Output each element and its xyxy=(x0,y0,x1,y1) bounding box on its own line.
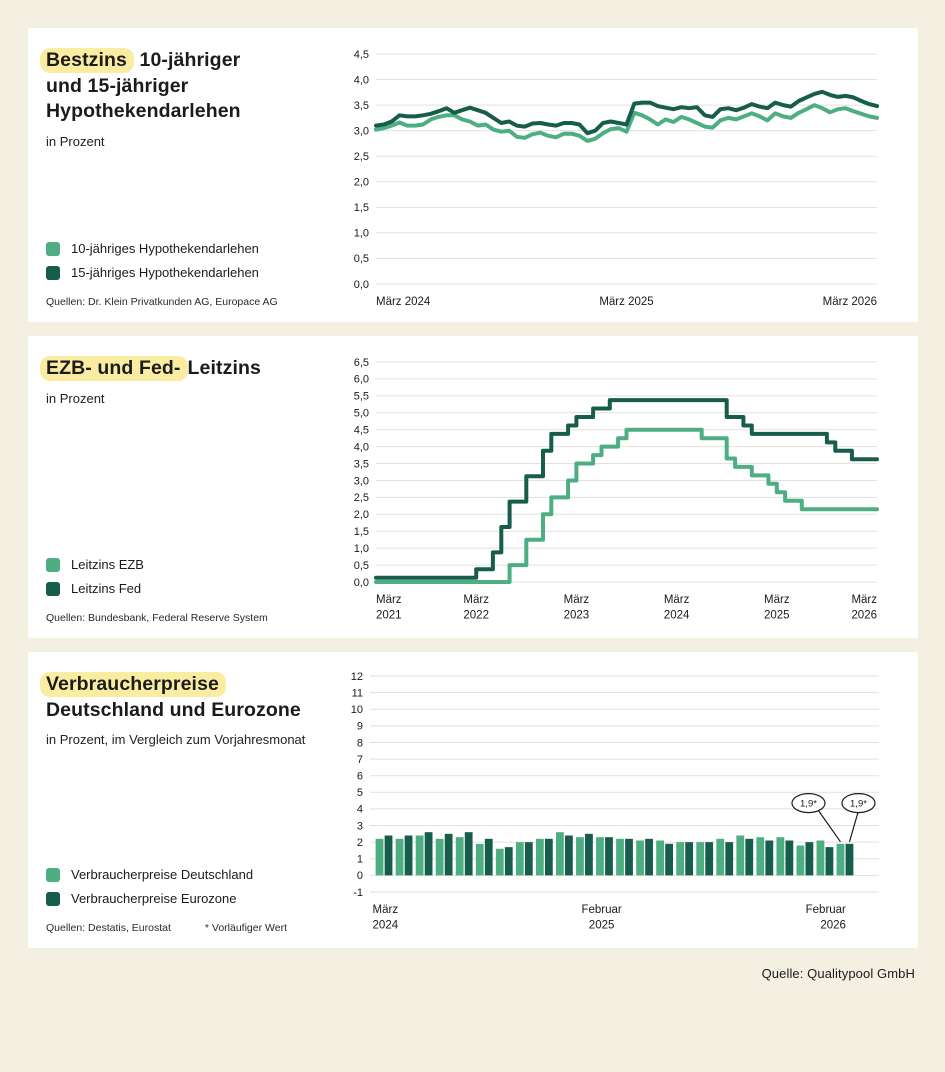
source-text: Quellen: Dr. Klein Privatkunden AG, Europace AG xyxy=(46,296,278,308)
legend-item xyxy=(46,891,340,906)
sources xyxy=(46,296,340,308)
legend xyxy=(46,557,340,600)
panel-verbraucherpreise-chart-area xyxy=(340,652,918,948)
svg-text:0: 0 xyxy=(356,870,363,883)
svg-text:4,0: 4,0 xyxy=(353,74,369,87)
svg-text:1,5: 1,5 xyxy=(353,202,369,215)
legend-label: Leitzins Fed xyxy=(71,581,142,596)
page-title-bestzins xyxy=(46,48,340,125)
svg-text:1,9*: 1,9* xyxy=(850,798,867,810)
svg-text:März 2025: März 2025 xyxy=(599,296,654,308)
svg-text:1,0: 1,0 xyxy=(353,227,369,240)
svg-text:1,9*: 1,9* xyxy=(800,798,817,810)
leitzins-step-chart xyxy=(340,346,885,638)
svg-text:12: 12 xyxy=(350,670,363,683)
svg-text:März: März xyxy=(563,594,590,606)
title-rest: Leitzins xyxy=(187,357,261,379)
svg-text:6: 6 xyxy=(356,770,363,783)
legend-item xyxy=(46,557,340,572)
svg-text:2022: 2022 xyxy=(463,609,489,622)
svg-text:2: 2 xyxy=(356,836,363,849)
legend-swatch-light-green xyxy=(46,558,60,572)
title-line2: und 15-jähriger xyxy=(46,74,189,97)
svg-text:4,5: 4,5 xyxy=(353,424,369,437)
svg-text:2023: 2023 xyxy=(563,609,590,622)
legend-swatch-dark-green xyxy=(46,892,60,906)
svg-text:2025: 2025 xyxy=(588,919,615,932)
legend-swatch-dark-green xyxy=(46,266,60,280)
legend xyxy=(46,867,340,910)
svg-text:2,0: 2,0 xyxy=(353,509,369,522)
svg-text:März: März xyxy=(663,594,690,606)
panel-leitzins-chart-area xyxy=(340,336,918,638)
svg-text:1,0: 1,0 xyxy=(353,542,369,555)
title-highlight: Bestzins xyxy=(40,48,134,73)
title-highlight: Verbraucherpreise xyxy=(40,672,226,697)
svg-text:3,0: 3,0 xyxy=(353,475,369,488)
svg-text:2025: 2025 xyxy=(764,609,790,622)
svg-text:6,5: 6,5 xyxy=(353,356,369,369)
svg-text:4,0: 4,0 xyxy=(353,441,369,454)
bestzins-line-chart xyxy=(340,38,885,322)
panel-verbraucherpreise-info xyxy=(28,652,340,948)
svg-text:März: März xyxy=(376,594,402,606)
footer-source: Quelle: Qualitypool GmbH xyxy=(761,966,915,981)
svg-text:Februar: Februar xyxy=(805,904,846,916)
subtitle: in Prozent, im Vergleich zum Vorjahresmonat xyxy=(46,732,306,748)
svg-text:10: 10 xyxy=(350,704,363,717)
title-line3: Hypothekendarlehen xyxy=(46,100,241,123)
panel-bestzins-chart-area xyxy=(340,28,918,322)
svg-text:5,0: 5,0 xyxy=(353,407,369,420)
svg-text:5,5: 5,5 xyxy=(353,390,369,403)
svg-text:März: März xyxy=(372,904,399,916)
legend-item xyxy=(46,581,340,596)
panel-bestzins-info xyxy=(28,28,340,322)
legend-swatch-light-green xyxy=(46,242,60,256)
source-text: Quellen: Destatis, Eurostat xyxy=(46,922,171,934)
sources xyxy=(46,922,340,934)
svg-text:2,5: 2,5 xyxy=(353,151,369,164)
svg-text:7: 7 xyxy=(356,753,363,766)
svg-text:-1: -1 xyxy=(353,886,363,899)
panel-leitzins xyxy=(28,336,918,638)
legend-item xyxy=(46,265,340,280)
legend xyxy=(46,241,340,284)
legend-label: Verbraucherpreise Eurozone xyxy=(71,891,237,906)
svg-text:1,5: 1,5 xyxy=(353,526,369,539)
svg-text:0,0: 0,0 xyxy=(353,576,369,589)
svg-text:4: 4 xyxy=(356,803,363,816)
svg-text:2,0: 2,0 xyxy=(353,176,369,189)
subtitle: in Prozent xyxy=(46,134,105,150)
source-note: * Vorläufiger Wert xyxy=(204,922,287,934)
svg-text:2026: 2026 xyxy=(820,919,846,932)
legend-swatch-dark-green xyxy=(46,582,60,596)
subtitle: in Prozent xyxy=(46,390,105,406)
title-highlight: EZB- und Fed- xyxy=(40,356,188,381)
svg-text:4,5: 4,5 xyxy=(353,48,369,61)
svg-text:3,0: 3,0 xyxy=(353,125,369,138)
title-rest: 10-jähriger xyxy=(134,49,241,71)
title-line2: Deutschland und Eurozone xyxy=(46,698,301,721)
svg-text:6,0: 6,0 xyxy=(353,373,369,386)
legend-label: 15-jähriges Hypothekendarlehen xyxy=(71,265,259,280)
legend-label: Verbraucherpreise Deutschland xyxy=(71,867,254,882)
svg-text:11: 11 xyxy=(351,687,363,700)
source-text: Quellen: Bundesbank, Federal Reserve System xyxy=(46,612,268,624)
verbraucherpreise-bar-chart xyxy=(340,662,885,948)
svg-text:März 2026: März 2026 xyxy=(822,296,877,308)
legend-label: 10-jähriges Hypothekendarlehen xyxy=(71,241,259,256)
panel-bestzins xyxy=(28,28,918,322)
svg-text:9: 9 xyxy=(356,720,363,733)
sources xyxy=(46,612,340,624)
legend-swatch-light-green xyxy=(46,868,60,882)
svg-text:0,5: 0,5 xyxy=(353,559,369,572)
svg-text:0,5: 0,5 xyxy=(353,253,369,266)
svg-text:5: 5 xyxy=(356,787,363,800)
legend-item xyxy=(46,241,340,256)
svg-text:8: 8 xyxy=(356,737,363,750)
page-title-leitzins xyxy=(46,356,340,382)
svg-text:2021: 2021 xyxy=(376,609,402,622)
svg-text:0,0: 0,0 xyxy=(353,278,369,291)
panel-verbraucherpreise xyxy=(28,652,918,948)
svg-text:3,5: 3,5 xyxy=(353,458,369,471)
svg-text:März: März xyxy=(463,594,489,606)
panel-leitzins-info xyxy=(28,336,340,638)
svg-text:2024: 2024 xyxy=(372,919,399,932)
svg-text:3,5: 3,5 xyxy=(353,99,369,112)
legend-label: Leitzins EZB xyxy=(71,557,144,572)
svg-text:Februar: Februar xyxy=(581,904,622,916)
page-title-verbraucherpreise xyxy=(46,672,340,723)
svg-text:2026: 2026 xyxy=(851,609,877,622)
svg-text:März 2024: März 2024 xyxy=(376,296,431,308)
svg-text:1: 1 xyxy=(356,853,363,866)
svg-text:März: März xyxy=(851,594,877,606)
svg-text:2,5: 2,5 xyxy=(353,492,369,505)
legend-item xyxy=(46,867,340,882)
svg-text:3: 3 xyxy=(356,820,363,833)
svg-text:März: März xyxy=(764,594,790,606)
svg-text:2024: 2024 xyxy=(663,609,690,622)
